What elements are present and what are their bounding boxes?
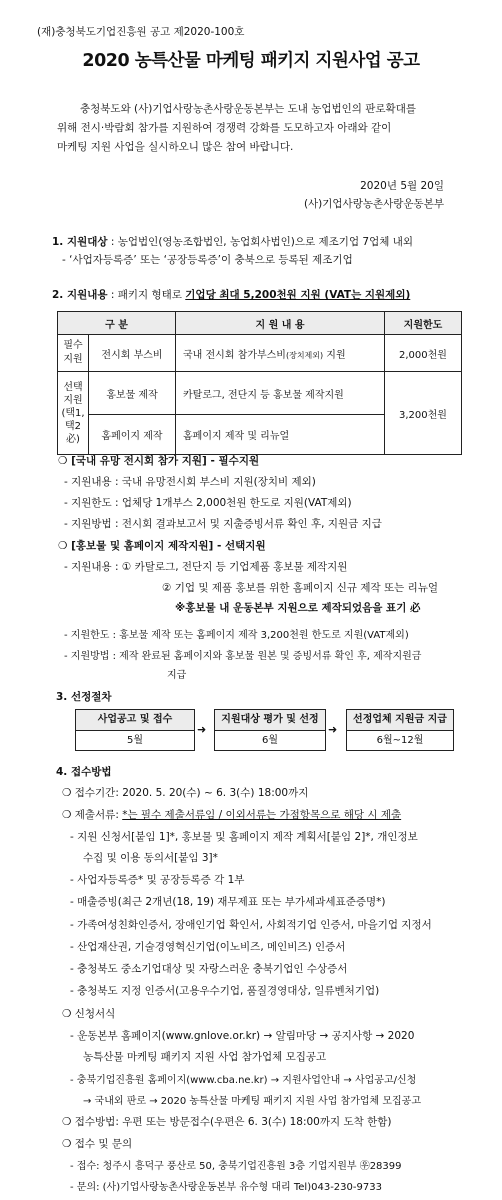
group-label-line: 必) (66, 433, 80, 445)
doc-item: - 가족여성친화인증서, 장애인기업 확인서, 사회적기업 인증서, 마을기업 지정서 (70, 919, 432, 931)
group-label-line: (택1, (61, 407, 85, 419)
section-4-heading: 4. 접수방법 (56, 766, 112, 778)
section-2-line (52, 287, 410, 302)
required-docs-line (62, 807, 401, 822)
contact-heading: ❍ 접수 및 문의 (62, 1138, 133, 1150)
intro-line-3: 마케팅 지원 사업을 실시하오니 많은 참여 바랍니다. (57, 141, 294, 153)
section-1-line-1 (52, 234, 413, 249)
intro-line-2: 위해 전시·박람회 참가를 지원하여 경쟁력 강화를 도모하고자 아래와 같이 (57, 122, 392, 134)
table-header-category: 구 분 (58, 312, 176, 335)
group-label-line: 택2 (64, 420, 82, 432)
group-label-line: 지원 (63, 394, 83, 406)
group-label-line: 필수 (63, 340, 83, 351)
table-header-row (58, 312, 462, 335)
table-cell-item: 홍보물 제작 (89, 372, 176, 415)
section-2-intro: : 패키지 형태로 (107, 289, 186, 301)
section-1-target: : 농업법인(영농조합법인, 농업회사법인)으로 제조기업 7업체 내외 (107, 236, 414, 248)
doc-item: - 충청북도 중소기업대상 및 자랑스러운 충북기업인 수상증서 (70, 963, 348, 975)
promo-support-method: - 지원방법 : 제작 완료된 홈페이지와 홍보물 원본 및 증빙서류 확인 후, 제작지원금 (64, 651, 422, 662)
form-source-1-cont: 농특산물 마케팅 패키지 지원 사업 참가업체 모집공고 (83, 1051, 327, 1063)
required-docs-note: *는 필수 제출서류임 / 이외서류는 가점항목으로 해당 시 제출 (122, 809, 402, 821)
process-step-period: 5월 (126, 735, 144, 746)
promo-support-limit: - 지원한도 : 홍보물 제작 또는 홈페이지 제작 3,200천원 한도로 지원(VAT제외) (64, 630, 409, 641)
form-source-2: - 충북기업진흥원 홈페이지(www.cba.ne.kr) → 지원사업안내 → 사업공고/신청 (70, 1075, 417, 1086)
table-cell-limit: 3,200천원 (385, 372, 462, 455)
form-source-2-cont: → 국내외 판로 → 2020 농특산물 마케팅 패키지 지원 사업 참가업체 모집공고 (83, 1096, 421, 1107)
table-cell-desc (176, 335, 385, 372)
doc-item-cont: 수집 및 이용 동의서[붙임 3]* (83, 852, 218, 864)
section-2-max-support: 기업당 최대 5,200천원 지원 (VAT는 지원제외) (185, 289, 411, 301)
doc-item: - 지원 신청서[붙임 1]*, 홍보물 및 홈페이지 제작 계획서[붙임 2]*, 개인정보 (70, 831, 418, 843)
table-cell-limit: 2,000천원 (385, 335, 462, 372)
issuing-organization: (사)기업사랑농촌사랑운동본부 (303, 198, 444, 210)
contact-phone: - 문의: (사)기업사랑농촌사랑운동본부 유수형 대리 Tel)043-230-9733 (70, 1182, 382, 1193)
process-step-period: 6월~12월 (376, 735, 424, 746)
table-row (58, 335, 462, 372)
doc-item: - 산업재산권, 기술경영혁신기업(이노비즈, 메인비즈) 인증서 (70, 941, 346, 953)
announcement-date: 2020년 5월 20일 (360, 180, 444, 192)
table-cell-group-required (58, 335, 89, 372)
arrow-right-icon: ➜ (197, 723, 207, 736)
process-step-period: 6월 (261, 735, 279, 746)
desc-text-tail: 지원 (323, 349, 346, 361)
section-2-heading: 2. 지원내용 (52, 289, 108, 301)
application-forms-heading: ❍ 신청서식 (62, 1008, 116, 1020)
page-title: 2020 농특산물 마케팅 패키지 지원사업 공고 (82, 51, 420, 71)
exhibition-support-content: - 지원내용 : 국내 유망전시회 부스비 지원(장치비 제외) (64, 476, 316, 488)
required-docs-label: ❍ 제출서류: (62, 809, 123, 821)
arrow-right-icon: ➜ (328, 723, 338, 736)
promo-support-content: - 지원내용 : ① 카탈로그, 전단지 등 기업제품 홍보물 제작지원 (64, 561, 348, 573)
table-cell-group-optional (58, 372, 89, 455)
promo-support-content-2: ② 기업 및 제품 홍보를 위한 홈페이지 신규 제작 또는 리뉴얼 (162, 582, 439, 594)
section-3-heading: 3. 선정절차 (56, 691, 112, 703)
section-1-line-2: - ‘사업자등록증’ 또는 ‘공장등록증’이 충북으로 등록된 제조기업 (62, 254, 353, 266)
table-cell-item: 홈페이지 제작 (89, 415, 176, 455)
table-header-limit: 지원한도 (385, 312, 462, 335)
process-step-title: 사업공고 및 접수 (76, 710, 194, 731)
exhibition-support-limit: - 지원한도 : 업체당 1개부스 2,000천원 한도로 지원(VAT제외) (64, 497, 352, 509)
intro-line-1: 충청북도와 (사)기업사랑농촌사랑운동본부는 도내 농업법인의 판로확대를 (80, 103, 416, 115)
contact-address: - 접수: 청주시 흥덕구 풍산로 50, 충북기업진흥원 3층 기업지원부 ㉾28399 (70, 1161, 402, 1172)
table-header-content: 지 원 내 용 (176, 312, 385, 335)
process-step-1 (75, 709, 195, 751)
promo-support-method-cont: 지급 (167, 670, 187, 681)
application-period: ❍ 접수기간: 2020. 5. 20(수) ~ 6. 3(수) 18:00까지 (62, 787, 309, 799)
exhibition-support-method: - 지원방법 : 전시회 결과보고서 및 지출증빙서류 확인 후, 지원금 지급 (64, 518, 382, 530)
doc-item: - 충청북도 지정 인증서(고용우수기업, 품질경영대상, 일류벤처기업) (70, 985, 380, 997)
process-step-3 (346, 709, 454, 751)
application-method: ❍ 접수방법: 우편 또는 방문접수(우편은 6. 3(수) 18:00까지 도착 한함) (62, 1116, 392, 1128)
notice-number: (재)충청북도기업진흥원 공고 제2020-100호 (37, 26, 245, 38)
table-cell-desc: 카탈로그, 전단지 등 홍보물 제작지원 (176, 372, 385, 415)
process-step-title: 선정업체 지원금 지급 (347, 710, 453, 731)
table-row (58, 372, 462, 415)
support-table (57, 311, 462, 455)
promo-support-heading: ❍ [홍보물 및 홈페이지 제작지원] - 선택지원 (58, 540, 266, 552)
promo-support-notice: ※홍보물 내 운동본부 지원으로 제작되었음을 표기 必 (175, 602, 421, 614)
doc-item: - 사업자등록증* 및 공장등록증 각 1부 (70, 874, 245, 886)
section-1-heading: 1. 지원대상 (52, 236, 108, 248)
exhibition-support-heading: ❍ [국내 유망 전시회 참가 지원] - 필수지원 (58, 455, 260, 467)
form-source-1: - 운동본부 홈페이지(www.gnlove.or.kr) → 알림마당 → 공지사항 → 2020 (70, 1030, 415, 1042)
desc-small-note: (장치제외) (285, 350, 324, 360)
process-step-title: 지원대상 평가 및 선정 (215, 710, 325, 731)
process-step-2 (214, 709, 326, 751)
table-cell-desc: 홈페이지 제작 및 리뉴얼 (176, 415, 385, 455)
group-label-line: 지원 (63, 354, 83, 365)
table-cell-item: 전시회 부스비 (89, 335, 176, 372)
desc-text: 국내 전시회 참가부스비 (183, 349, 286, 361)
group-label-line: 선택 (63, 381, 83, 393)
doc-item: - 매출증빙(최근 2개년(18, 19) 재무제표 또는 부가세과세표준증명*) (70, 896, 386, 908)
